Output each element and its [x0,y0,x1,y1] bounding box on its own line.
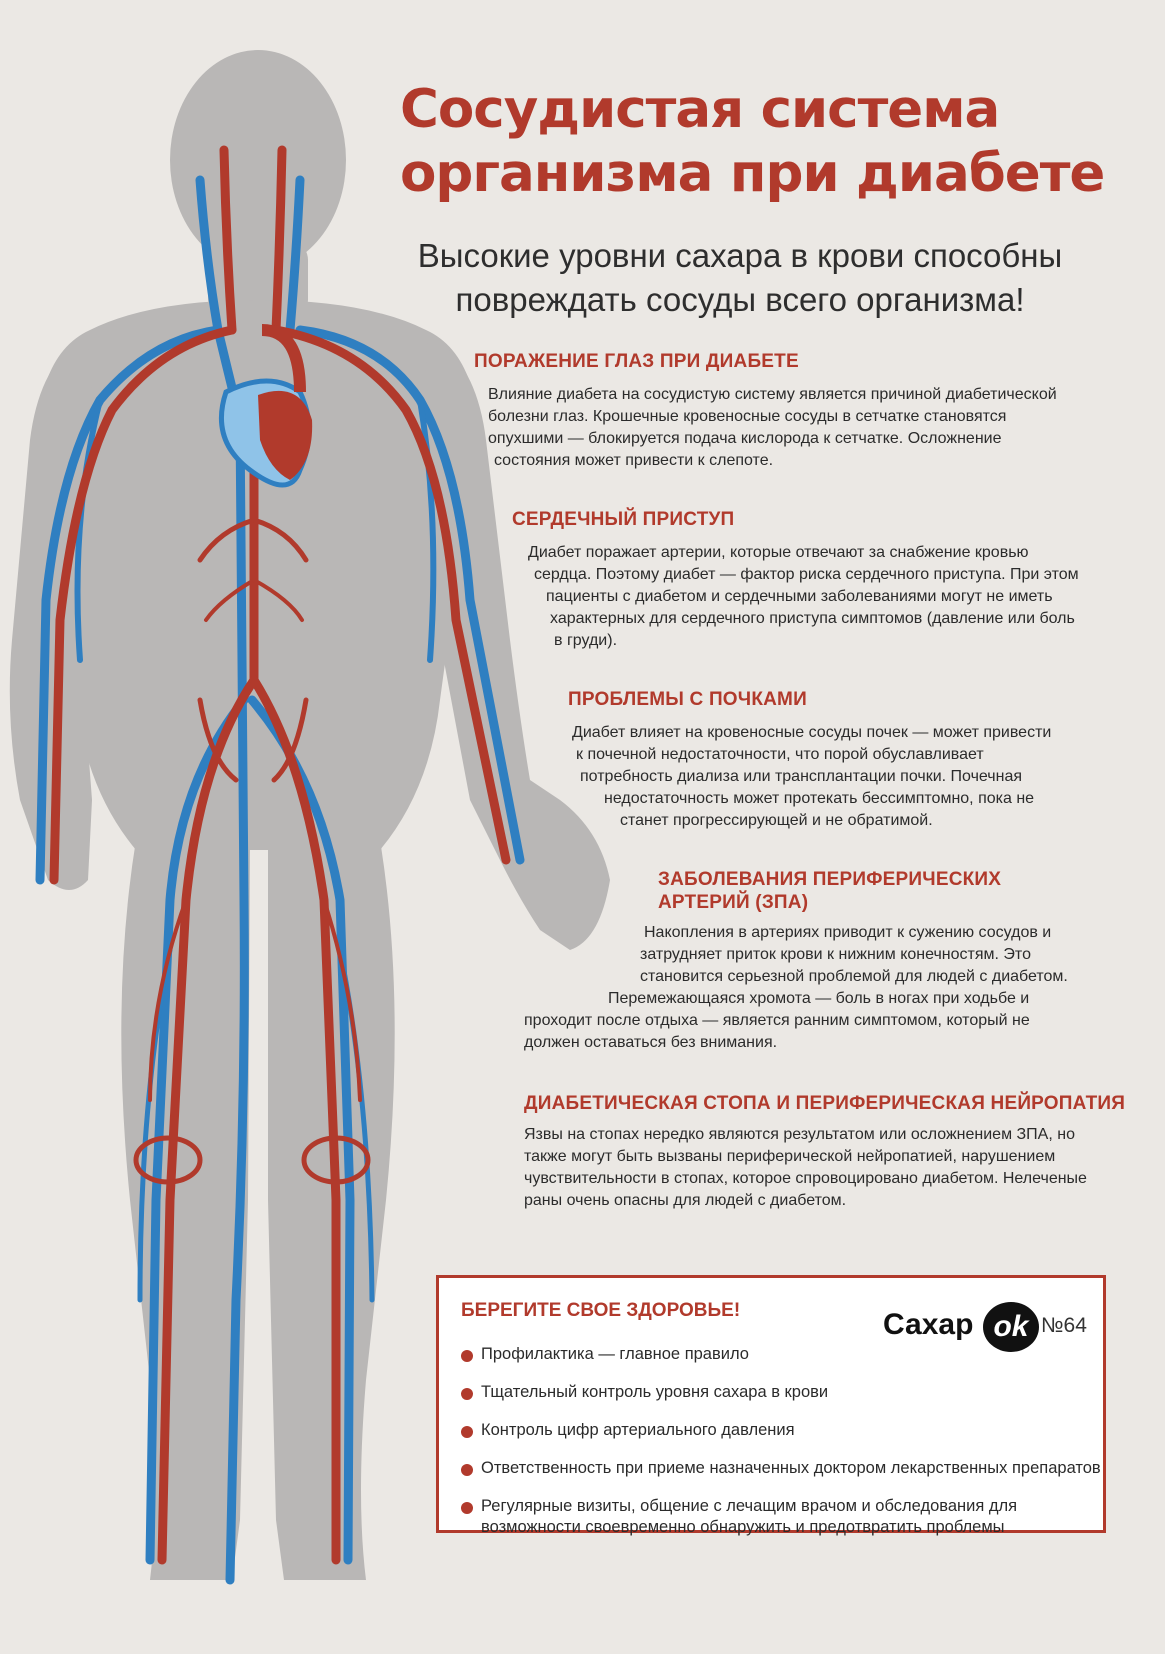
bullet-dot-icon [461,1388,473,1400]
section-pad-heading [658,868,1001,914]
tip-text: Профилактика — главное правило [481,1345,749,1363]
section-heart-attack-body [528,542,1079,652]
title-line-2: организма при диабете [400,143,1105,204]
list-item [461,1344,1101,1365]
section-heading-line: ДИАБЕТИЧЕСКАЯ СТОПА И ПЕРИФЕРИЧЕСКАЯ НЕЙРОПАТИЯ [524,1093,1126,1114]
section-body-line: сердца. Поэтому диабет — фактор риска сердечного приступа. При этом [534,566,1079,583]
section-body-line: болезни глаз. Крошечные кровеносные сосуды в сетчатке становятся [488,408,1007,425]
section-heading-line: ПРОБЛЕМЫ С ПОЧКАМИ [568,689,807,710]
section-body-line: Накопления в артериях приводит к сужению сосудов и [644,924,1052,941]
section-body-line: проходит после отдыха — является ранним симптомом, который не [524,1012,1030,1029]
page-title [400,78,1140,206]
section-body-line: Диабет поражает артерии, которые отвечают за снабжение кровью [528,544,1029,561]
section-body-line: должен оставаться без внимания. [524,1034,778,1051]
brand-word: Сахар [883,1308,974,1341]
section-eyes-body [488,384,1057,472]
page-subtitle [390,234,1090,322]
section-heading-line: ЗАБОЛЕВАНИЯ ПЕРИФЕРИЧЕСКИХ [658,869,1002,890]
section-body-line: чувствительности в стопах, которое спровоцировано диабетом. Нелеченые [524,1170,1087,1187]
section-heading-line: СЕРДЕЧНЫЙ ПРИСТУП [512,509,735,530]
section-body-line: потребность диализа или трансплантации почки. Почечная [580,768,1023,785]
bullet-dot-icon [461,1350,473,1362]
bullet-dot-icon [461,1426,473,1438]
section-body-line: станет прогрессирующей и не обратимой. [620,812,933,829]
brand-ok-badge: ok [983,1302,1039,1352]
list-item [461,1458,1101,1479]
section-body-line: становится серьезной проблемой для людей с диабетом. [640,968,1068,985]
bullet-dot-icon [461,1502,473,1514]
section-body-line: характерных для сердечного приступа симптомов (давление или боль [550,610,1075,627]
brand-issue-number: №64 [1041,1314,1087,1337]
health-tips-list [461,1344,1101,1555]
tip-text: Ответственность при приеме назначенных доктором лекарственных препаратов [481,1459,1101,1477]
section-body-line: Язвы на стопах нередко являются результатом или осложнением ЗПА, но [524,1126,1075,1143]
section-body-line: к почечной недостаточности, что порой обуславливает [576,746,984,763]
section-body-line: опухшими — блокируется подача кислорода к сетчатке. Осложнение [488,430,1002,447]
section-heart-attack-heading [512,508,734,531]
section-diabetic-foot-body [524,1124,1087,1212]
section-kidneys-body [572,722,1051,832]
bullet-dot-icon [461,1464,473,1476]
list-item [461,1420,1101,1441]
tip-text: Контроль цифр артериального давления [481,1421,795,1439]
section-body-line: затрудняет приток крови к нижним конечностям. Это [640,946,1031,963]
tip-text: Тщательный контроль уровня сахара в крови [481,1383,829,1401]
section-body-line: в груди). [554,632,618,649]
section-heading-line: АРТЕРИЙ (ЗПА) [658,892,809,913]
section-heading-line: ПОРАЖЕНИЕ ГЛАЗ ПРИ ДИАБЕТЕ [474,351,799,372]
tip-text: возможности своевременно обнаружить и предотвратить проблемы [481,1518,1005,1536]
health-tips-title: БЕРЕГИТЕ СВОЕ ЗДОРОВЬЕ! [461,1300,741,1321]
subtitle-line-2: повреждать сосуды всего организма! [455,281,1025,318]
section-body-line: пациенты с диабетом и сердечными заболеваниями могут не иметь [546,588,1053,605]
title-line-1: Сосудистая система [400,79,1000,140]
section-body-line: раны очень опасны для людей с диабетом. [524,1192,847,1209]
section-body-line: недостаточность может протекать бессимптомно, пока не [604,790,1035,807]
health-tips-box [436,1275,1106,1536]
list-item [461,1382,1101,1403]
section-kidneys-heading [568,688,807,711]
section-diabetic-foot-heading [524,1092,1125,1115]
list-item [461,1496,1101,1538]
subtitle-line-1: Высокие уровни сахара в крови способны [417,237,1063,274]
section-body-line: Влияние диабета на сосудистую систему является причиной диабетической [488,386,1057,403]
section-pad-body [524,922,1068,1054]
section-body-line: Перемежающаяся хромота — боль в ногах при ходьбе и [608,990,1030,1007]
section-body-line: состояния может привести к слепоте. [494,452,774,469]
section-body-line: Диабет влияет на кровеносные сосуды почек — может привести [572,724,1052,741]
tip-text: Регулярные визиты, общение с лечащим врачом и обследования для [481,1497,1018,1515]
section-eyes-heading [474,350,799,373]
section-body-line: также могут быть вызваны периферической нейропатией, нарушением [524,1148,1056,1165]
